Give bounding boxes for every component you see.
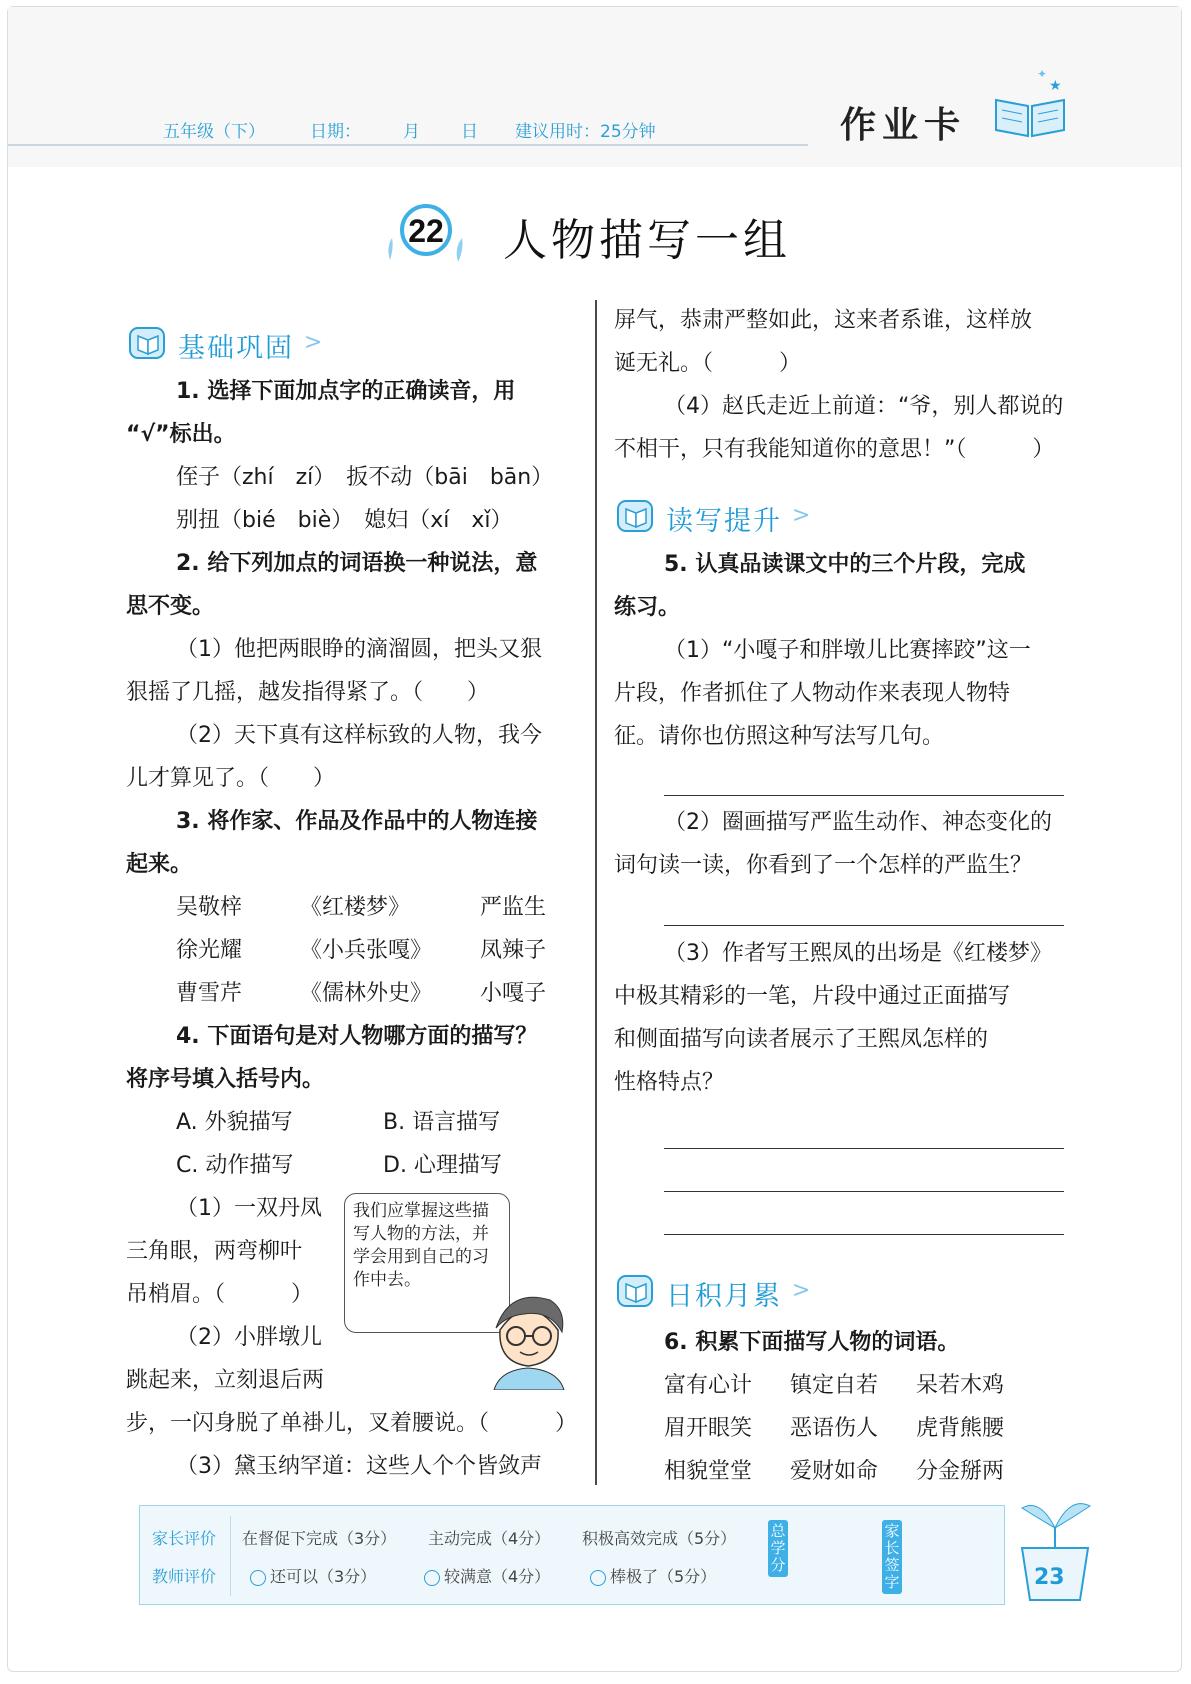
evaluation-panel [139, 1505, 1005, 1605]
time-label: 建议用时：25分钟 [515, 122, 656, 142]
q5-item3-d: 性格特点？ [614, 1070, 725, 1095]
idiom-2-2: 恶语伤人 [790, 1416, 879, 1441]
smiley-icon [590, 1570, 606, 1586]
parent-eval-label: 家长评价 [152, 1529, 217, 1548]
q4-item4-b: 不相干，只有我能知道你的意思！”（ ） [614, 437, 1055, 462]
month-label: 月 [403, 122, 420, 142]
match-author-3: 曹雪芹 [176, 981, 243, 1006]
answer-line-2[interactable] [664, 925, 1064, 926]
q5-item2-b: 词句读一读，你看到了一个怎样的严监生？ [614, 853, 1033, 878]
q1-pinyin-row1: 侄子（zhí zí） 扳不动（bāi bān） [176, 465, 554, 490]
q4-line2: 将序号填入括号内。 [126, 1067, 325, 1092]
book-section-icon [614, 495, 658, 535]
answer-line-4[interactable] [664, 1191, 1064, 1192]
q4-item3-c: 诞无礼。（ ） [614, 351, 802, 376]
idiom-3-1: 相貌堂堂 [664, 1459, 753, 1484]
header-rule [8, 144, 808, 146]
q4-item1-c: 吊梢眉。（ ） [126, 1282, 314, 1307]
q2-line1: 2. 给下列加点的词语换一种说法，意 [176, 551, 538, 576]
chevron-right-icon: > [792, 503, 811, 528]
option-d: D. 心理描写 [383, 1153, 502, 1178]
smiley-icon [250, 1570, 266, 1586]
column-divider [595, 300, 597, 1485]
grade-label: 五年级（下） [163, 122, 265, 142]
parent-option-3[interactable]: 积极高效完成（5分） [582, 1529, 737, 1548]
match-work-1: 《红楼梦》 [300, 895, 411, 920]
header-band [8, 7, 1181, 167]
q5-item3-b: 中极其精彩的一笔，片段中通过正面描写 [614, 984, 1011, 1009]
q5-item2-a: （2）圈画描写严监生动作、神态变化的 [664, 810, 1052, 835]
q3-line2: 起来。 [126, 852, 193, 877]
idiom-1-2: 镇定自若 [790, 1373, 879, 1398]
smiley-icon [424, 1570, 440, 1586]
section-accumulate-label: 日积月累 [666, 1281, 782, 1312]
q4-item2-c: 步，一闪身脱了单褂儿，叉着腰说。（ ） [126, 1411, 578, 1436]
page-number: 23 [1034, 1565, 1065, 1590]
match-author-2: 徐光耀 [176, 938, 243, 963]
option-c: C. 动作描写 [176, 1153, 294, 1178]
day-label: 日 [461, 122, 478, 142]
answer-line-5[interactable] [664, 1234, 1064, 1235]
idiom-1-3: 呆若木鸡 [916, 1373, 1005, 1398]
idiom-2-1: 眉开眼笑 [664, 1416, 753, 1441]
option-a: A. 外貌描写 [176, 1110, 293, 1135]
teacher-option-1[interactable]: 还可以（3分） [250, 1564, 376, 1587]
lesson-title: 人物描写一组 [503, 215, 791, 266]
q5-item1-c: 征。请你也仿照这种写法写几句。 [614, 724, 945, 749]
q4-item1-a: （1）一双丹凤 [176, 1196, 322, 1221]
q2-item2-b: 儿才算见了。（ ） [126, 766, 336, 791]
lesson-number: 22 [408, 213, 444, 249]
q5-item1-a: （1）“小嘎子和胖墩儿比赛摔跤”这一 [664, 638, 1031, 663]
idiom-3-2: 爱财如命 [790, 1459, 879, 1484]
q2-item1-a: （1）他把两眼睁的滴溜圆，把头又狠 [176, 637, 542, 662]
teacher-option-2[interactable]: 较满意（4分） [424, 1564, 550, 1587]
q4-item1-b: 三角眼，两弯柳叶 [126, 1239, 303, 1264]
teacher-speech-bubble: 我们应掌握这些描写人物的方法，并学会用到自己的习作中去。 [344, 1193, 510, 1333]
q5-item1-b: 片段，作者抓住了人物动作来表现人物特 [614, 681, 1011, 706]
chevron-right-icon: > [792, 1278, 811, 1303]
total-score-tag: 总学分 [768, 1520, 788, 1577]
parent-option-2[interactable]: 主动完成（4分） [428, 1529, 551, 1548]
match-character-3: 小嘎子 [480, 981, 547, 1006]
footer-divider [230, 1516, 231, 1596]
idiom-3-3: 分金掰两 [916, 1459, 1005, 1484]
q5-item3-c: 和侧面描写向读者展示了王熙凤怎样的 [614, 1027, 989, 1052]
q6-title: 6. 积累下面描写人物的词语。 [664, 1330, 960, 1355]
chevron-right-icon: > [304, 330, 323, 355]
match-work-3: 《儒林外史》 [300, 981, 433, 1006]
open-book-icon [992, 90, 1068, 140]
match-author-1: 吴敬梓 [176, 895, 243, 920]
q2-line2: 思不变。 [126, 594, 215, 619]
section-reading [614, 495, 834, 539]
teacher-option-3[interactable]: 棒极了（5分） [590, 1564, 716, 1587]
q4-line1: 4. 下面语句是对人物哪方面的描写？ [176, 1024, 538, 1049]
idiom-1-1: 富有心计 [664, 1373, 753, 1398]
q5-line2: 练习。 [614, 595, 681, 620]
date-label: 日期： [310, 122, 361, 142]
q4-item3-a: （3）黛玉纳罕道：这些人个个皆敛声 [176, 1454, 542, 1479]
q4-item3-b: 屏气，恭肃严整如此，这来者系谁，这样放 [614, 308, 1033, 333]
lesson-number-badge [380, 200, 470, 270]
q1-line1: 1. 选择下面加点字的正确读音，用 [176, 379, 516, 404]
teacher-cartoon-icon [480, 1270, 576, 1390]
stars-icon [1035, 66, 1065, 92]
q1-line2: “√”标出。 [126, 422, 236, 447]
q5-line1: 5. 认真品读课文中的三个片段，完成 [664, 552, 1026, 577]
q2-item1-b: 狠摇了几摇，越发指得紧了。（ ） [126, 680, 490, 705]
idiom-2-3: 虎背熊腰 [916, 1416, 1005, 1441]
parent-sign-tag: 家长签字 [882, 1520, 902, 1594]
q2-item2-a: （2）天下真有这样标致的人物，我今 [176, 723, 542, 748]
section-basic [126, 322, 346, 366]
q4-item2-b: 跳起来，立刻退后两 [126, 1368, 325, 1393]
section-basic-label: 基础巩固 [178, 333, 294, 364]
option-b: B. 语言描写 [383, 1110, 501, 1135]
match-work-2: 《小兵张嘎》 [300, 938, 433, 963]
q4-item4-a: （4）赵氏走近上前道：“爷，别人都说的 [664, 394, 1064, 419]
q5-item3-a: （3）作者写王熙凤的出场是《红楼梦》 [664, 941, 1052, 966]
q3-line1: 3. 将作家、作品及作品中的人物连接 [176, 809, 538, 834]
answer-line-1[interactable] [664, 795, 1064, 796]
match-character-2: 凤辣子 [480, 938, 547, 963]
parent-option-1[interactable]: 在督促下完成（3分） [242, 1529, 397, 1548]
teacher-eval-label: 教师评价 [152, 1567, 217, 1586]
match-character-1: 严监生 [480, 895, 547, 920]
book-section-icon [126, 322, 170, 362]
plant-pot-icon [1010, 1488, 1100, 1608]
answer-line-3[interactable] [664, 1148, 1064, 1149]
q1-pinyin-row2: 别扭（bié biè） 媳妇（xí xǐ） [176, 508, 513, 533]
homework-card-title: 作业卡 [840, 105, 967, 146]
svg-text:✦: ✦ [1037, 67, 1048, 81]
svg-text:★: ★ [1049, 78, 1062, 92]
section-accumulate [614, 1270, 834, 1314]
book-section-icon [614, 1270, 658, 1310]
q4-item2-a: （2）小胖墩儿 [176, 1325, 322, 1350]
section-reading-label: 读写提升 [666, 506, 782, 537]
